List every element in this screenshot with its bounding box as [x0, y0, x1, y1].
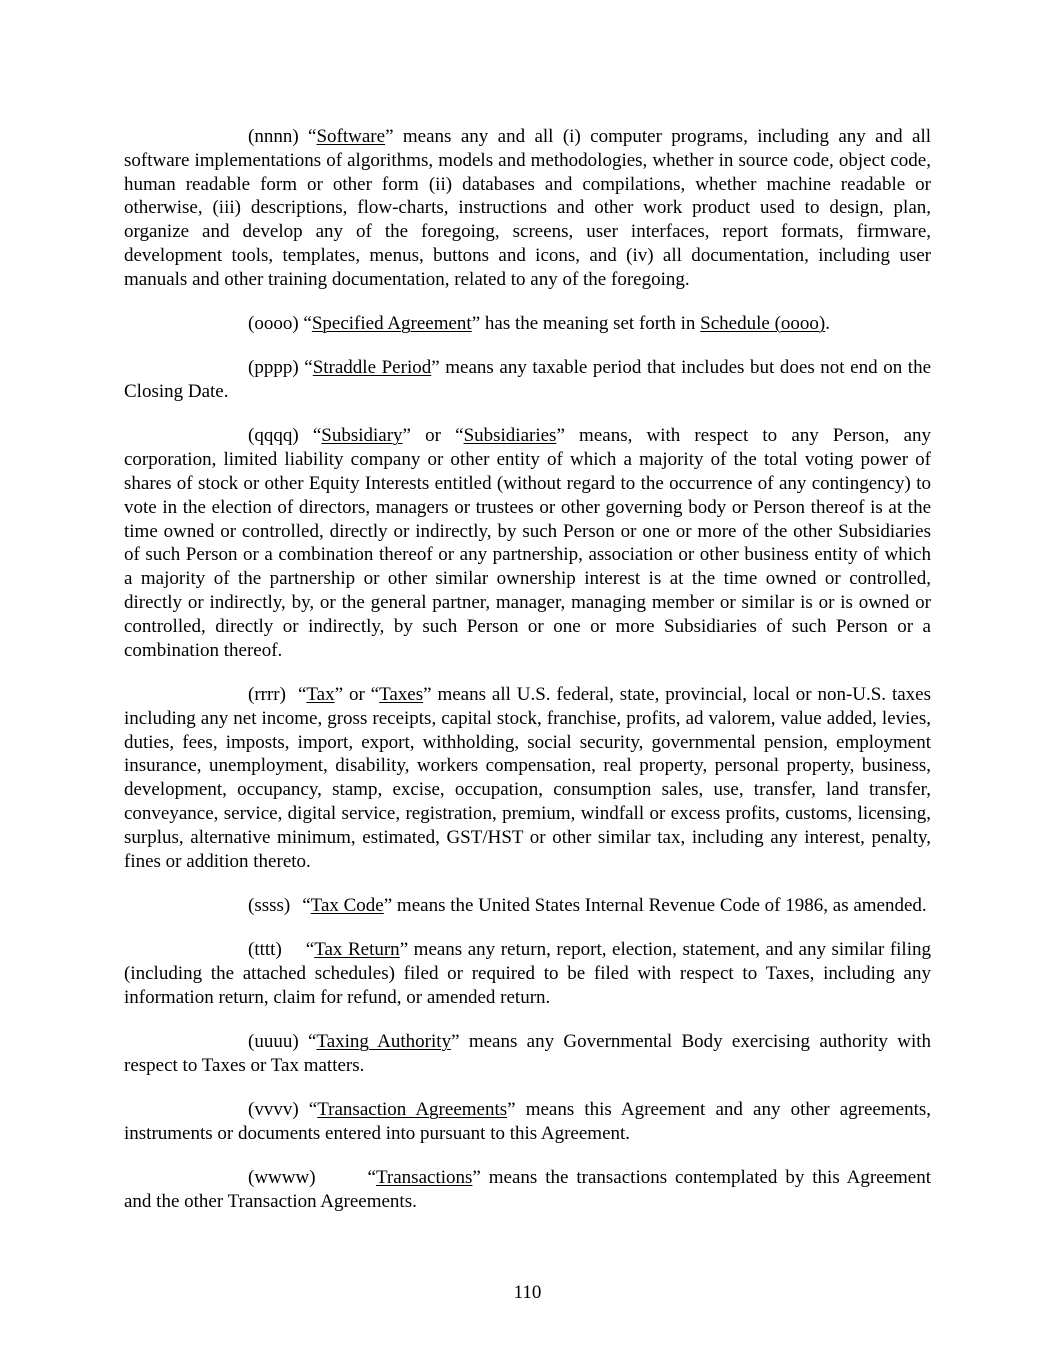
definition-connector: ” or “ — [402, 425, 464, 447]
defined-term: Specified Agreement — [311, 313, 472, 335]
defined-term: Tax Return — [314, 939, 400, 961]
defined-term: Subsidiary — [321, 425, 403, 447]
definition-label: (vvvv) — [248, 1099, 299, 1121]
definition-tax-code — [124, 894, 931, 918]
defined-term-alt: Subsidiaries — [463, 425, 557, 447]
definition-text: ” means any and all (i) computer programs, including any and all software implementations of algorithms, models and methodologies, whether in source code, object code, human readable form or other form (ii) databases and compilations, whether machine readable or otherwise, (iii) descriptions, flow-charts, instructions and other work product used to design, plan, organize and develop any of the foregoing, screens, user interfaces, report formats, firmware, development tools, templates, menus, buttons and icons, and (iv) all documentation, including user manuals and other training documentation, related to any of the foregoing. — [124, 126, 931, 290]
definition-label: (tttt) — [248, 939, 282, 961]
definition-text: ” means, with respect to any Person, any corporation, limited liability company or other entity of which a majority of the total voting power of shares of stock or other Equity Interests entitled (without regard to the occurrence of any contingency) to vote in the election of directors, managers or trustees or other governing body or Person thereof is at the time owned or controlled, directly or indirectly, by such Person or one or more of the other Subsidiaries of such Person or a combination thereof or any partnership, association or other business entity of which a majority of the partnership or other similar ownership interest is at the time owned or controlled, directly or indirectly, by, or the general partner, manager, managing member or similar is or is owned or controlled, directly or indirectly, by such Person or one or more Subsidiaries of such Person or a combination thereof. — [124, 425, 931, 661]
page-number: 110 — [513, 1282, 542, 1303]
open-quote: “ — [304, 357, 313, 379]
definition-taxing-authority — [124, 1030, 931, 1078]
defined-term: Taxing Authority — [316, 1031, 452, 1052]
definition-text: ” means this Agreement and any other agreements, instruments or documents entered into pursuant to this Agreement. — [124, 1099, 931, 1144]
definition-text: ” means any return, report, election, statement, and any similar filing (including the attached schedules) filed or required to be filed with respect to Taxes, including any information return, claim for refund, or amended return. — [124, 939, 931, 1008]
definition-label: (rrrr) — [248, 683, 286, 705]
open-quote: “ — [308, 126, 317, 147]
definition-text: ” means the transactions contemplated by this Agreement and the other Transaction Agreements. — [124, 1167, 931, 1212]
definition-software — [124, 125, 931, 292]
definition-transactions — [124, 1166, 931, 1214]
definition-text: ” means all U.S. federal, state, provincial, local or non-U.S. taxes including any net income, gross receipts, capital stock, franchise, profits, ad valorem, value added, levies, duties, fees, imposts, import, export, withholding, social security, governmental pension, employment insurance, unemployment, disability, workers compensation, real property, personal property, business, development, occupancy, stamp, excise, occupation, consumption sales, use, transfer, land transfer, conveyance, service, digital service, registration, premium, windfall or excess profits, customs, licensing, surplus, alternative minimum, estimated, GST/HST or other similar tax, including any interest, penalty, fines or addition thereto. — [124, 683, 931, 872]
open-quote: “ — [308, 1099, 318, 1121]
defined-term: Straddle Period — [312, 357, 432, 379]
definition-connector: ” or “ — [334, 683, 380, 705]
definition-subsidiary — [124, 424, 931, 662]
defined-term: Software — [316, 126, 386, 147]
definition-label: (ssss) — [248, 894, 291, 916]
definition-text: ” means the United States Internal Revenue Code of 1986, as amended. — [383, 894, 927, 916]
open-quote: “ — [367, 1167, 376, 1189]
open-quote: “ — [305, 939, 315, 961]
open-quote: “ — [303, 313, 312, 335]
definition-specified-agreement — [124, 312, 931, 336]
definition-label: (uuuu) — [248, 1031, 299, 1052]
schedule-reference: Schedule (oooo) — [700, 313, 826, 335]
definition-straddle-period — [124, 356, 931, 404]
definition-text: ” has the meaning set forth in — [471, 313, 701, 335]
defined-term: Tax Code — [310, 894, 384, 916]
definition-label: (wwww) — [248, 1167, 316, 1189]
definition-tax-return — [124, 938, 931, 1009]
definition-label: (qqqq) — [248, 425, 299, 447]
definition-label: (oooo) — [248, 313, 299, 335]
definition-text: ” means any taxable period that includes but does not end on the Closing Date. — [124, 357, 932, 403]
open-quote: “ — [312, 425, 322, 447]
defined-term: Tax — [306, 683, 335, 705]
defined-term-alt: Taxes — [379, 683, 424, 705]
definition-tail: . — [825, 313, 830, 335]
open-quote: “ — [307, 1031, 317, 1052]
defined-term: Transaction Agreements — [317, 1099, 508, 1121]
definition-label: (pppp) — [248, 357, 299, 379]
defined-term: Transactions — [375, 1167, 473, 1189]
document-page — [124, 125, 931, 1214]
definition-text: ” means any Governmental Body exercising authority with respect to Taxes or Tax matters. — [124, 1031, 932, 1076]
definition-tax — [124, 683, 931, 873]
open-quote: “ — [297, 683, 307, 705]
definition-transaction-agreements — [124, 1098, 931, 1146]
definition-label: (nnnn) — [248, 126, 299, 147]
open-quote: “ — [302, 894, 311, 916]
